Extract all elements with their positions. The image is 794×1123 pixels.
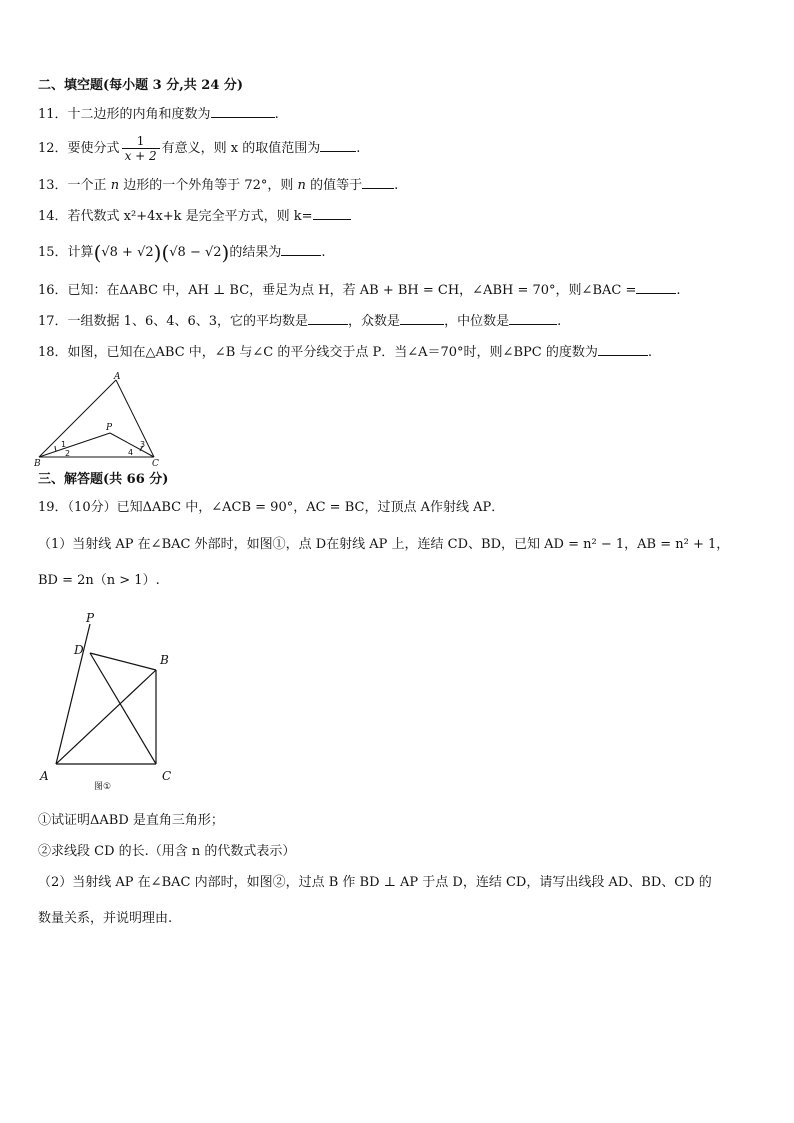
question-16 — [38, 281, 681, 300]
q18-number: 18． — [38, 345, 68, 360]
segment-ab — [56, 670, 156, 764]
q15-pre: 计算 — [67, 245, 94, 260]
q15-expr2: √8 − √2 — [169, 245, 222, 260]
q12-pre: 要使分式 — [67, 141, 120, 156]
label-a: A — [114, 372, 121, 382]
label-p: P — [106, 423, 113, 433]
question-14 — [38, 207, 351, 226]
q12-numerator: 1 — [122, 134, 160, 149]
q17-part1: 一组数据 1、6、4、6、3，它的平均数是 — [67, 314, 309, 329]
question-11 — [38, 105, 279, 124]
figure-1 — [34, 604, 194, 794]
q13-end: . — [394, 178, 399, 193]
q13-var-n2: n — [297, 178, 306, 193]
segment-db — [90, 653, 156, 670]
label-b: B — [34, 459, 41, 468]
q19-intro: 19．（10分）已知ΔABC 中，∠ACB = 90°，AC = BC，过顶点 A作射线 AP． — [38, 500, 505, 515]
q13-number: 13． — [38, 178, 68, 193]
q15-end: . — [321, 245, 326, 260]
q11-blank[interactable] — [211, 105, 275, 118]
question-15: 15．计算(√8 + √2)(√8 − √2)的结果为 . — [38, 240, 326, 265]
q17-part3: ，中位数是 — [444, 314, 510, 329]
label-p: P — [86, 611, 95, 625]
q18-blank[interactable] — [598, 343, 648, 356]
segment-bp — [39, 433, 110, 457]
label-c: C — [152, 459, 159, 468]
q14-text: 若代数式 x²+4x+k 是完全平方式，则 k= — [67, 209, 313, 224]
q13-mid: 边形的一个外角等于 72°，则 — [123, 178, 294, 193]
figure-1-caption: 图① — [94, 782, 112, 792]
q19-part2-line1: （2）当射线 AP 在∠BAC 内部时，如图②，过点 B 作 BD ⊥ AP 于点 D，连结 CD，请写出线段 AD、BD、CD 的 — [38, 875, 712, 890]
q13-var-n: n — [110, 178, 120, 193]
q14-blank[interactable] — [313, 207, 351, 220]
q19-part1-line2: BD = 2n（n > 1）. — [38, 573, 160, 588]
q12-number: 12． — [38, 141, 68, 156]
q19-part2-line2: 数量关系，并说明理由. — [38, 911, 173, 926]
q12-mid: 有意义，则 x 的取值范围为 — [161, 141, 321, 156]
q15-blank[interactable] — [281, 243, 321, 256]
q17-part2: ，众数是 — [348, 314, 401, 329]
q15-post: 的结果为 — [229, 245, 282, 260]
q17-blank3[interactable] — [509, 312, 557, 325]
question-18 — [38, 343, 652, 362]
angle-arc-b — [55, 446, 56, 451]
segment-dc — [90, 653, 156, 764]
question-13 — [38, 176, 398, 195]
q11-end: . — [274, 107, 279, 122]
q19-sub1: ①试证明ΔABD 是直角三角形； — [38, 813, 224, 828]
q18-text: 如图，已知在△ABC 中，∠B 与∠C 的平分线交于点 P．当∠A＝70°时，则∠BPC 的度数为 — [67, 345, 598, 360]
q12-fraction — [122, 134, 160, 163]
q12-end: . — [356, 141, 361, 156]
q13-post: 的值等于 — [310, 178, 363, 193]
segment-ab — [39, 380, 116, 457]
angle-label-1: 1 — [61, 440, 67, 449]
label-d: D — [74, 643, 84, 657]
q17-end: . — [557, 314, 562, 329]
label-b: B — [160, 653, 169, 667]
q16-end: . — [676, 283, 681, 298]
q15-expr1: √8 + √2 — [101, 245, 154, 260]
q13-pre: 一个正 — [67, 178, 107, 193]
ray-ap — [56, 624, 90, 764]
q12-denominator: x + 2 — [124, 149, 157, 163]
q11-text: 十二边形的内角和度数为 — [67, 107, 211, 122]
q15-number: 15． — [38, 245, 68, 260]
section2-heading: 二、填空题(每小题 3 分,共 24 分) — [38, 78, 244, 93]
q16-blank[interactable] — [636, 281, 676, 294]
q18-end: . — [647, 345, 652, 360]
angle-label-3: 3 — [140, 440, 146, 449]
q16-number: 16． — [38, 283, 68, 298]
q16-text: 已知：在ΔABC 中，AH ⊥ BC，垂足为点 H，若 AB + BH = CH，∠ABH = 70°，则∠BAC = — [67, 283, 637, 298]
angle-label-4: 4 — [128, 448, 134, 457]
angle-label-2: 2 — [65, 449, 71, 458]
question-17 — [38, 312, 561, 331]
q17-number: 17． — [38, 314, 68, 329]
question-12 — [38, 132, 360, 166]
q19-part1-line1: （1）当射线 AP 在∠BAC 外部时，如图①，点 D在射线 AP 上，连结 CD、BD，已知 AD = n² − 1，AB = n² + 1， — [38, 537, 730, 552]
q14-number: 14． — [38, 209, 68, 224]
label-c: C — [162, 769, 172, 783]
q17-blank2[interactable] — [400, 312, 444, 325]
triangle-bisector-figure — [34, 370, 168, 468]
section3-heading: 三、解答题(共 66 分) — [38, 472, 169, 487]
label-a: A — [40, 769, 49, 783]
q11-number: 11． — [38, 107, 68, 122]
segment-ac — [116, 380, 154, 457]
q13-blank[interactable] — [362, 176, 394, 189]
q12-blank[interactable] — [320, 139, 356, 152]
q19-sub2: ②求线段 CD 的长.（用含 n 的代数式表示） — [38, 844, 296, 859]
q17-blank1[interactable] — [308, 312, 348, 325]
